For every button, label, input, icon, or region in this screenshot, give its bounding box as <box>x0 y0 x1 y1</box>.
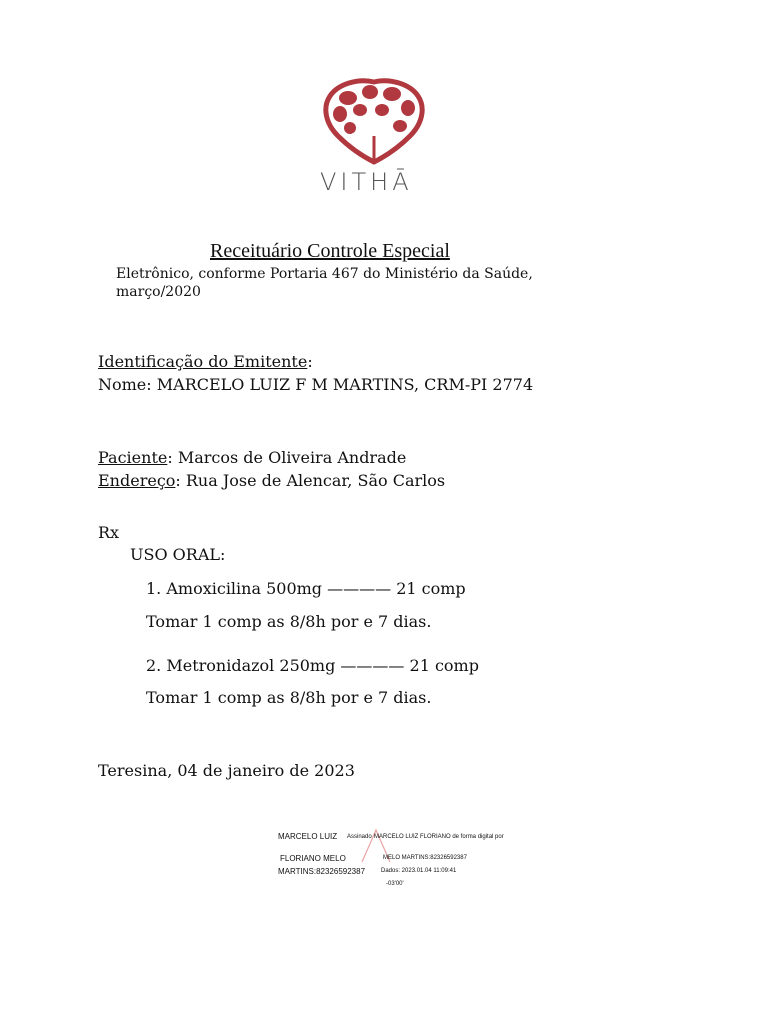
issuer-name <box>98 375 533 394</box>
signer-name-part-1: MARCELO LUIZ <box>278 832 338 841</box>
signed-prefix: Assinado <box>347 834 372 840</box>
place-date: Teresina, 04 de janeiro de 2023 <box>98 761 355 780</box>
issuer-name-label: Nome <box>98 375 147 394</box>
issuer-section <box>98 352 313 371</box>
patient-line <box>98 448 406 467</box>
prescription-item-2-instruction: Tomar 1 comp as 8/8h por e 7 dias. <box>146 688 432 707</box>
signature-date: Dados: 2023.01.04 11:09:41 <box>381 868 457 874</box>
address-label: Endereço <box>98 471 176 490</box>
signer-name-part-3: MARTINS:82326592387 <box>278 867 366 876</box>
signed-line-2: MELO MARTINS:82326592387 <box>383 855 467 861</box>
prescription-item-1: 1. Amoxicilina 500mg ———— 21 comp <box>146 579 466 598</box>
issuer-section-label: Identificação do Emitente <box>98 352 308 371</box>
address-line <box>98 471 445 490</box>
subtitle-line-2: março/2020 <box>116 284 201 300</box>
prescription-item-1-instruction: Tomar 1 comp as 8/8h por e 7 dias. <box>146 612 432 631</box>
address-value: : Rua Jose de Alencar, São Carlos <box>175 471 446 490</box>
subtitle-line-1: Eletrônico, conforme Portaria 467 do Ministério da Saúde, <box>116 266 533 282</box>
issuer-section-colon: : <box>307 352 313 371</box>
document-title: Receituário Controle Especial <box>210 240 450 262</box>
rx-label: Rx <box>98 523 120 542</box>
issuer-name-value: : MARCELO LUIZ F M MARTINS, CRM-PI 2774 <box>146 375 534 394</box>
logo-brand-text: VITHĀ <box>320 168 413 196</box>
signer-name-part-2: FLORIANO MELO <box>280 854 346 863</box>
patient-label: Paciente <box>98 448 168 467</box>
patient-value: : Marcos de Oliveira Andrade <box>167 448 407 467</box>
signature-timezone: -03'00' <box>386 881 404 887</box>
signed-text: MARCELO LUIZ FLORIANO de forma digital por <box>374 834 504 840</box>
prescription-item-2: 2. Metronidazol 250mg ———— 21 comp <box>146 656 479 675</box>
route-label: USO ORAL: <box>130 545 226 564</box>
